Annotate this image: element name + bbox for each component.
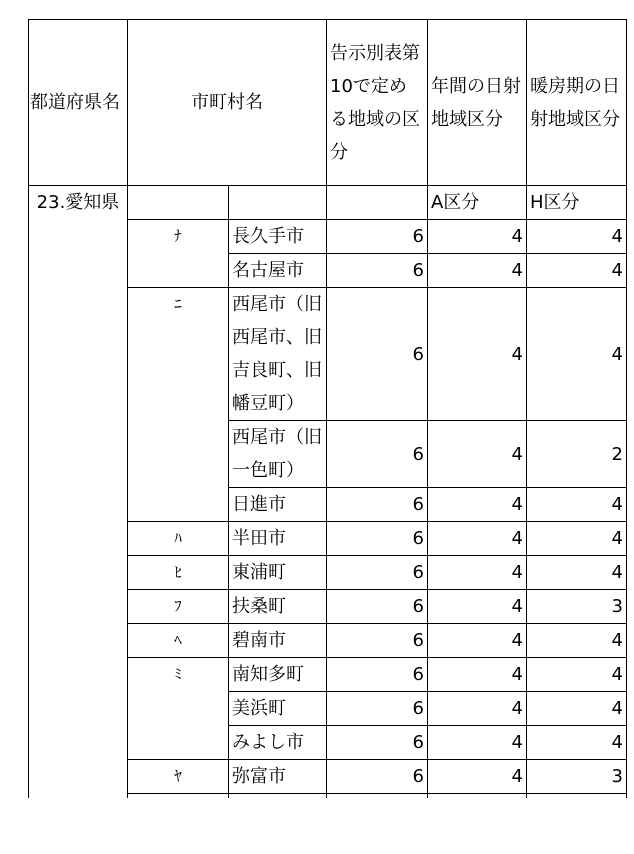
zone-value: 6 [327, 488, 428, 522]
zone-value: 6 [327, 658, 428, 692]
kana-group-label: ﾊ [128, 522, 229, 556]
zone-value: 6 [327, 590, 428, 624]
heating-value: 4 [527, 658, 627, 692]
kana-group-label: ﾌ [128, 590, 229, 624]
kana-group-label: ﾆ [128, 288, 229, 522]
heating-value: 4 [527, 692, 627, 726]
zone-value: 6 [327, 220, 428, 254]
municipality-name: みよし市 [229, 726, 327, 760]
annual-value: 4 [428, 658, 527, 692]
annual-value: 4 [428, 590, 527, 624]
heating-value: 4 [527, 556, 627, 590]
annual-value: 4 [428, 488, 527, 522]
partial-cell [527, 794, 627, 799]
municipality-name: 東浦町 [229, 556, 327, 590]
heating-value: 4 [527, 624, 627, 658]
annual-value: 4 [428, 556, 527, 590]
header-annual: 年間の日射地域区分 [428, 20, 527, 186]
prefecture-name: 23.愛知県 [29, 186, 128, 799]
kana-group-label: ﾅ [128, 220, 229, 288]
header-prefecture: 都道府県名 [29, 20, 128, 186]
zone-value: 6 [327, 254, 428, 288]
heating-value: 3 [527, 760, 627, 794]
heating-value: 4 [527, 254, 627, 288]
kana-group-label: ﾔ [128, 760, 229, 794]
empty-name-cell [229, 186, 327, 220]
zone-value: 6 [327, 522, 428, 556]
municipality-name: 美浜町 [229, 692, 327, 726]
heating-value: 2 [527, 421, 627, 488]
municipality-name: 弥富市 [229, 760, 327, 794]
partial-cell [327, 794, 428, 799]
annual-value: 4 [428, 288, 527, 421]
municipality-name: 扶桑町 [229, 590, 327, 624]
kana-group-label: ﾐ [128, 658, 229, 760]
municipality-name: 西尾市（旧一色町） [229, 421, 327, 488]
annual-value: 4 [428, 522, 527, 556]
partial-cell [229, 794, 327, 799]
municipality-name: 西尾市（旧西尾市、旧吉良町、旧幡豆町） [229, 288, 327, 421]
header-heating: 暖房期の日射地域区分 [527, 20, 627, 186]
zone-value: 6 [327, 288, 428, 421]
empty-kana-cell [128, 186, 229, 220]
header-zone10: 告示別表第10で定める地域の区分 [327, 20, 428, 186]
zone-value: 6 [327, 726, 428, 760]
municipality-name: 長久手市 [229, 220, 327, 254]
empty-zone-cell [327, 186, 428, 220]
heating-value: 4 [527, 288, 627, 421]
annual-value: 4 [428, 726, 527, 760]
municipality-name: 南知多町 [229, 658, 327, 692]
municipality-name: 名古屋市 [229, 254, 327, 288]
annual-unit: A区分 [428, 186, 527, 220]
heating-unit: H区分 [527, 186, 627, 220]
kana-group-label: ﾍ [128, 624, 229, 658]
annual-value: 4 [428, 760, 527, 794]
zone-value: 6 [327, 624, 428, 658]
municipality-name: 日進市 [229, 488, 327, 522]
annual-value: 4 [428, 421, 527, 488]
municipality-name: 碧南市 [229, 624, 327, 658]
annual-value: 4 [428, 624, 527, 658]
heating-value: 4 [527, 220, 627, 254]
zone-value: 6 [327, 421, 428, 488]
heating-value: 4 [527, 726, 627, 760]
prefecture-row [29, 186, 627, 220]
region-table [28, 19, 627, 798]
heating-value: 4 [527, 522, 627, 556]
zone-value: 6 [327, 556, 428, 590]
partial-cell [128, 794, 229, 799]
header-municipality: 市町村名 [128, 20, 327, 186]
annual-value: 4 [428, 220, 527, 254]
zone-value: 6 [327, 760, 428, 794]
municipality-name: 半田市 [229, 522, 327, 556]
header-row [29, 20, 627, 186]
annual-value: 4 [428, 254, 527, 288]
zone-value: 6 [327, 692, 428, 726]
heating-value: 4 [527, 488, 627, 522]
annual-value: 4 [428, 692, 527, 726]
kana-group-label: ﾋ [128, 556, 229, 590]
heating-value: 3 [527, 590, 627, 624]
partial-cell [428, 794, 527, 799]
